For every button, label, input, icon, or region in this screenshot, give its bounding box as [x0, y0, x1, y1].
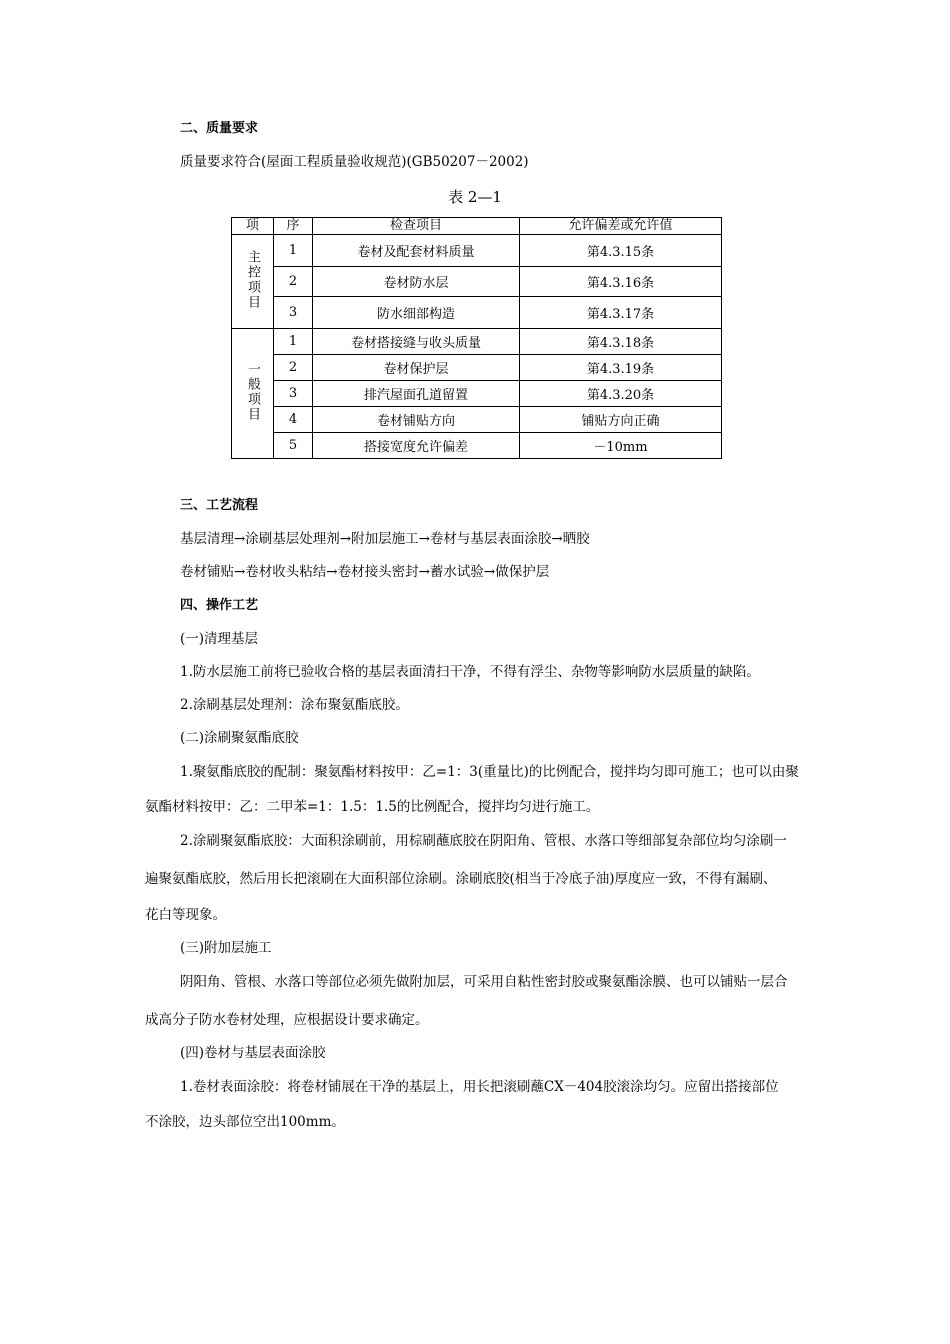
table-row	[232, 433, 722, 459]
row-no: 3	[274, 381, 313, 407]
row-value: 第4.3.18条	[520, 329, 722, 355]
sub2-paragraph-1b: 氨酯材料按甲：乙：二甲苯=1：1.5：1.5的比例配合，搅拌均匀进行施工。	[145, 799, 600, 815]
table-row	[232, 407, 722, 433]
sub3-title: (三)附加层施工	[180, 940, 272, 956]
sub2-paragraph-1a: 1.聚氨酯底胶的配制：聚氨酯材料按甲：乙=1：3(重量比)的比例配合，搅拌均匀即可施工；也可以由聚	[180, 764, 799, 780]
row-item: 卷材铺贴方向	[313, 407, 520, 433]
process-line-2: 卷材铺贴→卷材收头粘结→卷材接头密封→蓄水试验→做保护层	[180, 564, 550, 580]
table-row	[232, 329, 722, 355]
group-main-control	[232, 235, 274, 329]
row-no: 4	[274, 407, 313, 433]
table-row	[232, 297, 722, 329]
sub3-paragraph-a: 阴阳角、管根、水落口等部位必须先做附加层，可采用自粘性密封胶或聚氨酯涂膜、也可以铺贴一层合	[180, 974, 788, 990]
row-value: 第4.3.15条	[520, 235, 722, 267]
sub4-paragraph-b: 不涂胶，边头部位空出100mm。	[145, 1114, 345, 1130]
row-item: 卷材搭接缝与收头质量	[313, 329, 520, 355]
row-value: －10mm	[520, 433, 722, 459]
row-item: 卷材保护层	[313, 355, 520, 381]
process-line-1: 基层清理→涂刷基层处理剂→附加层施工→卷材与基层表面涂胶→晒胶	[180, 531, 590, 547]
header-tolerance: 允许偏差或允许值	[520, 218, 722, 235]
group-general	[232, 329, 274, 459]
table-row	[232, 267, 722, 297]
table-header-row	[232, 218, 722, 235]
sub4-paragraph-a: 1.卷材表面涂胶：将卷材铺展在干净的基层上，用长把滚刷蘸CX－404胶滚涂均匀。应留出搭接部位	[180, 1079, 779, 1095]
row-item: 卷材防水层	[313, 267, 520, 297]
row-no: 2	[274, 355, 313, 381]
sub1-title: (一)清理基层	[180, 631, 259, 647]
header-seq: 序	[274, 218, 313, 235]
row-value: 第4.3.17条	[520, 297, 722, 329]
process-heading: 三、工艺流程	[180, 498, 259, 513]
header-item-group: 项	[232, 218, 274, 235]
row-item: 搭接宽度允许偏差	[313, 433, 520, 459]
sub4-title: (四)卷材与基层表面涂胶	[180, 1045, 326, 1061]
row-value: 第4.3.20条	[520, 381, 722, 407]
sub2-paragraph-2b: 遍聚氨酯底胶，然后用长把滚刷在大面积部位涂刷。涂刷底胶(相当于冷底子油)厚度应一致，不得有漏刷、	[145, 871, 777, 887]
row-no: 1	[274, 235, 313, 267]
group-label: 一般项目	[245, 361, 260, 422]
row-value: 第4.3.19条	[520, 355, 722, 381]
table-row	[232, 235, 722, 267]
sub2-paragraph-2a: 2.涂刷聚氨酯底胶：大面积涂刷前，用棕刷蘸底胶在阴阳角、管根、水落口等细部复杂部位均匀涂刷一	[180, 833, 787, 849]
header-check-item: 检查项目	[313, 218, 520, 235]
table-caption: 表 2—1	[448, 188, 502, 206]
row-item: 卷材及配套材料质量	[313, 235, 520, 267]
table-row	[232, 355, 722, 381]
row-no: 5	[274, 433, 313, 459]
group-label: 主控项目	[245, 249, 260, 310]
table-row	[232, 381, 722, 407]
row-no: 1	[274, 329, 313, 355]
sub2-title: (二)涂刷聚氨酯底胶	[180, 730, 299, 746]
row-item: 防水细部构造	[313, 297, 520, 329]
sub3-paragraph-b: 成高分子防水卷材处理，应根据设计要求确定。	[145, 1012, 429, 1028]
operation-heading: 四、操作工艺	[180, 598, 259, 613]
row-item: 排汽屋面孔道留置	[313, 381, 520, 407]
sub2-paragraph-2c: 花白等现象。	[145, 907, 226, 923]
quality-table	[231, 217, 722, 459]
row-no: 3	[274, 297, 313, 329]
row-value: 铺贴方向正确	[520, 407, 722, 433]
quality-text: 质量要求符合(屋面工程质量验收规范)(GB50207－2002)	[180, 154, 529, 170]
sub1-paragraph-1: 1.防水层施工前将已验收合格的基层表面清扫干净，不得有浮尘、杂物等影响防水层质量的缺陷。	[180, 664, 760, 680]
sub1-paragraph-2: 2.涂刷基层处理剂：涂布聚氨酯底胶。	[180, 697, 409, 713]
row-no: 2	[274, 267, 313, 297]
quality-heading: 二、质量要求	[180, 121, 259, 136]
row-value: 第4.3.16条	[520, 267, 722, 297]
